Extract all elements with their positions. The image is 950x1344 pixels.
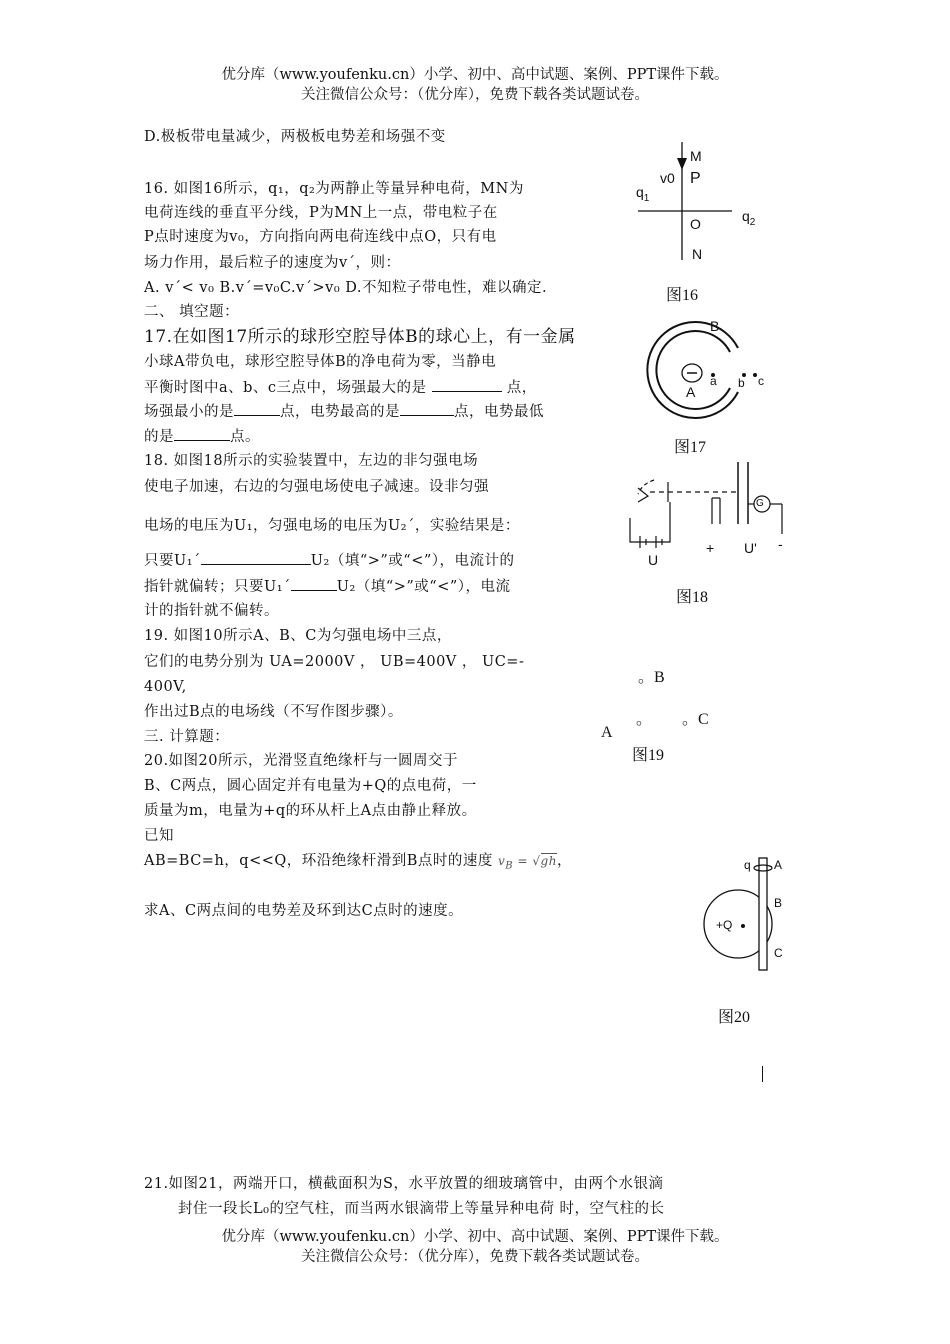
- footer-line-1: 优分库（www.youfenku.cn）小学、初中、高中试题、案例、PPT课件下载。: [221, 1229, 729, 1245]
- figure-16-caption: 图16: [666, 287, 699, 304]
- q20-line-6: 求A、C两点间的电势差及环到达C点时的速度。: [144, 903, 464, 919]
- q17-line-3-end: 点，: [506, 380, 537, 396]
- outer-shell: [647, 322, 738, 418]
- answer-blank[interactable]: [174, 426, 230, 441]
- q17-line-4-text-c: 点，电势最低: [454, 404, 544, 420]
- fig19-point-a: A: [601, 724, 613, 741]
- figure-18-caption: 图18: [676, 589, 709, 606]
- answer-blank[interactable]: [291, 576, 337, 591]
- fig16-label-v0: v0: [660, 170, 675, 186]
- q20-line-1: 20.如图20所示，光滑竖直绝缘杆与一圆周交于: [144, 753, 459, 769]
- figure-20-caption: 图20: [718, 1009, 751, 1026]
- arrow-down-icon: [677, 158, 687, 170]
- q17-line-5-text-a: 的是: [144, 429, 174, 445]
- fig20-label-b: B: [774, 896, 783, 910]
- fig20-label-q: q: [744, 858, 751, 872]
- point-c: [753, 373, 757, 377]
- sqrt-icon: √: [532, 854, 541, 868]
- q18-line-5-text-b: U₂（填“>”或“<”），电流: [336, 579, 511, 595]
- fig20-label-plus-q: +Q: [716, 918, 733, 932]
- formula-sub: B: [505, 860, 514, 872]
- fig16-label-q2: $q_2$: [742, 208, 756, 228]
- fig19-dot: 。: [636, 711, 653, 728]
- q16-line-3: P点时速度为v₀，方向指向两电荷连线中点O，只有电: [144, 229, 497, 245]
- q18-line-6: 计的指针就不偏转。: [144, 603, 279, 619]
- fig20-label-a: A: [774, 858, 783, 872]
- q19-line-4: 作出过B点的电场线（不写作图步骤）。: [144, 704, 403, 720]
- q17-line-3: [144, 377, 537, 398]
- q18-line-4-text-b: U₂（填“>”或“<”），电流计的: [310, 553, 515, 569]
- left-circuit: [630, 502, 670, 542]
- formula-comma: ，: [556, 853, 572, 869]
- q17-line-5: [144, 426, 260, 447]
- q18-line-2: 使电子加速，右边的匀强电场使电子减速。设非匀强: [144, 479, 489, 495]
- q20-line-4: 已知: [144, 828, 174, 844]
- fig18-label-u-prime: U': [744, 540, 757, 556]
- fig18-label-u: U: [648, 552, 659, 568]
- q18-line-1: 18. 如图18所示的实验装置中，左边的非匀强电场: [144, 453, 479, 469]
- fig19-point-b: 。B: [638, 669, 665, 686]
- q16-line-5: A. v´< v₀ B.v´=v₀C.v´>v₀ D.不知粒子带电性，难以确定.: [144, 280, 548, 296]
- q18-line-3: 电场的电压为U₁，匀强电场的电压为U₂´，实验结果是：: [144, 518, 520, 534]
- answer-blank[interactable]: [201, 550, 311, 565]
- q20-line-3: 质量为m，电量为+q的环从杆上A点由静止释放。: [144, 803, 477, 819]
- fig18-label-plus: +: [706, 540, 715, 556]
- fig20-label-c: C: [774, 946, 783, 960]
- fig16-label-p: P: [690, 170, 701, 187]
- fig17-label-b-point: b: [738, 376, 745, 390]
- velocity-formula: [498, 854, 557, 872]
- footer-line-2: 关注微信公众号：（优分库），免费下载各类试题试卷。: [301, 1249, 649, 1265]
- q20-line-2: B、C两点，圆心固定并有电量为+Q的点电荷，一: [144, 778, 477, 794]
- fig17-label-a-ball: A: [686, 384, 696, 400]
- insulating-rod: [759, 858, 767, 970]
- q17-line-5-text-b: 点。: [230, 429, 260, 445]
- q17-line-2: 小球A带负电，球形空腔导体B的净电荷为零，当静电: [144, 354, 497, 370]
- fig19-point-c: 。C: [682, 711, 709, 728]
- header-line-2: 关注微信公众号：（优分库），免费下载各类试题试卷。: [301, 87, 649, 103]
- q20-line-5: [144, 851, 572, 876]
- q21-line-2: 封住一段长L₀的空气柱，而当两水银滴带上等量异种电荷 时，空气柱的长: [178, 1201, 665, 1217]
- option-d-text: D.极板带电量减少，两极板电势差和场强不变: [144, 129, 446, 145]
- stray-mark: [762, 1066, 763, 1082]
- q21-line-1: 21.如图21，两端开口，横截面积为S，水平放置的细玻璃管中，由两个水银滴: [144, 1176, 664, 1192]
- q19-line-2: 它们的电势分别为 UA=2000V ， UB=400V ， UC=-: [144, 654, 525, 670]
- q16-line-1: 16. 如图16所示，q₁，q₂为两静止等量异种电荷，MN为: [144, 181, 524, 197]
- answer-blank[interactable]: [432, 377, 502, 392]
- q20-line-5-text: AB=BC=h，q<<Q，环沿绝缘杆滑到B点时的速度: [144, 853, 493, 869]
- fig16-label-m: M: [690, 148, 702, 164]
- q17-line-4-text-a: 场强最小的是: [144, 404, 234, 420]
- fig17-label-a: a: [710, 374, 717, 388]
- q16-line-2: 电荷连线的垂直平分线，P为MN上一点，带电粒子在: [144, 205, 498, 221]
- header-line-1: 优分库（www.youfenku.cn）小学、初中、高中试题、案例、PPT课件下载。: [221, 67, 729, 83]
- section-3-heading: 三. 计算题：: [144, 729, 230, 745]
- fig17-label-c: c: [758, 374, 764, 388]
- q17-line-1: 17.在如图17所示的球形空腔导体B的球心上，有一金属: [144, 327, 576, 347]
- q18-line-4: [144, 550, 515, 571]
- formula-v: v: [498, 854, 506, 868]
- q18-line-5-text-a: 指针就偏转；只要U₁´: [144, 579, 291, 595]
- q18-line-4-text-a: 只要U₁´: [144, 553, 201, 569]
- q19-line-1: 19. 如图10所示A、B、C为匀强电场中三点，: [144, 628, 452, 644]
- section-2-heading: 二、 填空题：: [144, 304, 240, 320]
- fig16-label-q1: $q_1$: [636, 184, 650, 204]
- figure-17-caption: 图17: [674, 439, 707, 456]
- q16-line-4: 场力作用，最后粒子的速度为v´，则：: [144, 255, 401, 271]
- q18-line-5: [144, 576, 511, 597]
- q17-line-3-text: 平衡时图中a、b、c三点中，场强最大的是: [144, 380, 427, 396]
- answer-blank[interactable]: [234, 401, 280, 416]
- formula-eq: =: [517, 854, 529, 868]
- q17-line-4: [144, 401, 544, 422]
- fig16-label-n: N: [692, 246, 703, 262]
- fig18-label-g: G: [756, 498, 764, 509]
- fig17-label-b: B: [710, 318, 720, 334]
- figure-19-caption: 图19: [632, 747, 665, 764]
- answer-blank[interactable]: [400, 401, 454, 416]
- figure-17-diagram: [640, 318, 770, 428]
- charge-q-dot: [741, 924, 745, 928]
- fig16-label-o: O: [690, 216, 701, 232]
- q17-line-4-text-b: 点，电势最高的是: [280, 404, 400, 420]
- formula-radicand: gh: [540, 854, 557, 868]
- fig18-label-minus: -: [778, 536, 783, 552]
- q19-line-3: 400V,: [144, 679, 187, 695]
